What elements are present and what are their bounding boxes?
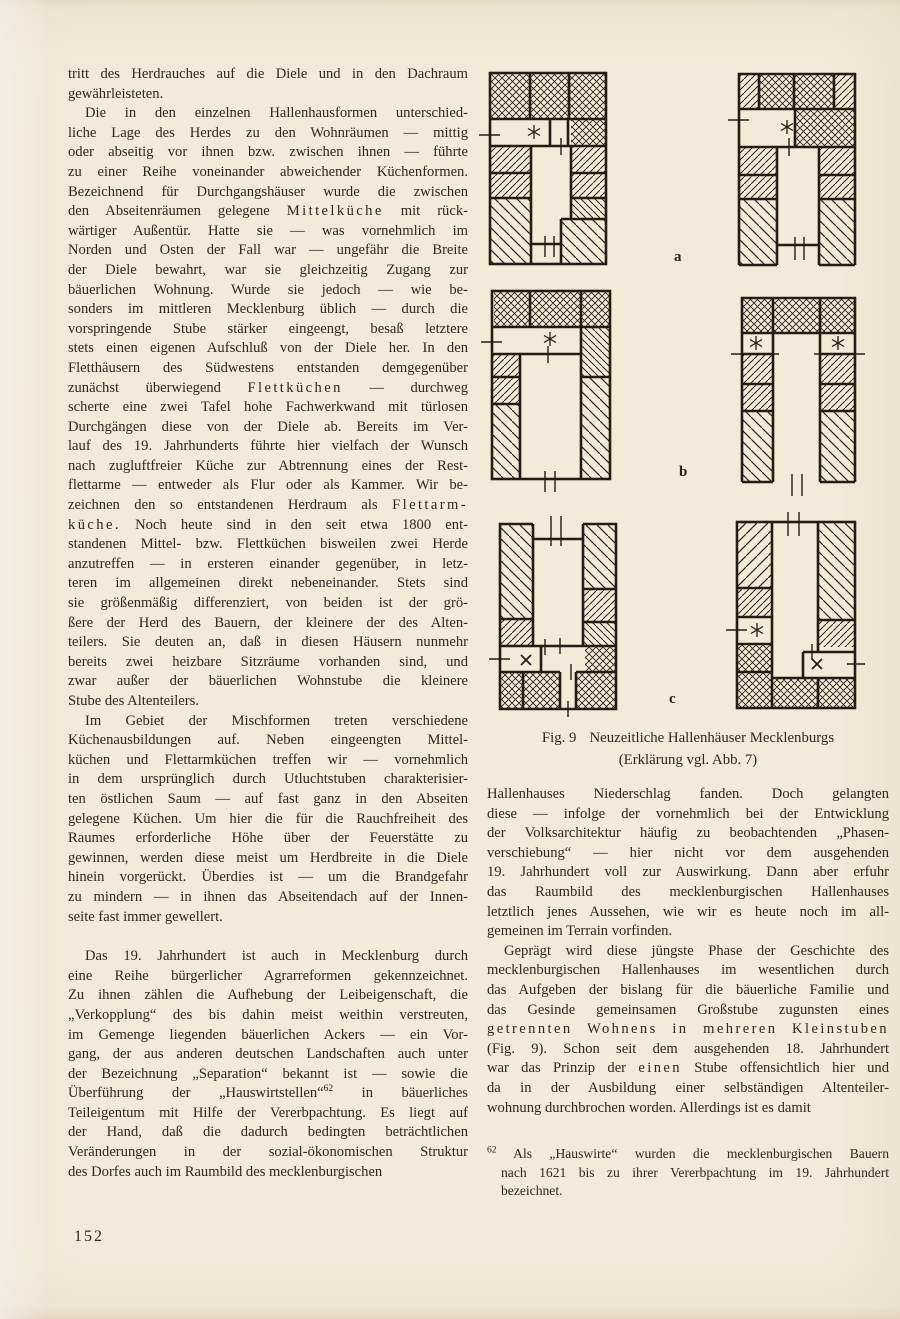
text-line: das Raumbild des mecklenburgischen Hallenhauses [487, 883, 889, 900]
paragraph [68, 104, 468, 711]
text-line: teren im allgemeinen direkt nebeneinander. Stets sind [68, 575, 468, 592]
text-line: Stube des Altenteilers. [68, 693, 199, 709]
text-line: in dem ursprünglich durch Utluchtstuben charakterisier- [68, 771, 468, 788]
text-line: (Fig. 9). Schon seit dem ausgehenden 18. Jahrhundert [487, 1040, 889, 1057]
text-line: standenen Mittel- bzw. Flettküchen bisweilen zwei Herde [68, 536, 468, 553]
figure-row-label-c: c [669, 691, 676, 707]
text-line: Das 19. Jahrhundert ist auch in Mecklenburg durch [85, 948, 468, 965]
text-line: zu einer Reihe voneinander abweichender Küchenformen. [68, 163, 468, 180]
text-line: gelegene Küchen. Um hier die für die Rauchfreiheit des [68, 810, 468, 827]
text-line: Überführung der „Hauswirtstellen“$^{62}$ in bäuerliches [68, 1084, 468, 1102]
text-line: Raumes erforderliche Höhe über der Feuerstätte zu [68, 830, 468, 847]
text-line: lauf des 19. Jahrhunderts führte hier vielfach der Wunsch [68, 438, 468, 455]
text-line: eine Reihe bürgerlicher Agrarreformen gekennzeichnet. [68, 967, 468, 984]
text-line: gemeinen im Terrain vorfinden. [487, 923, 673, 940]
floorplan-b-left [490, 289, 612, 494]
text-line: den Abseitenräumen gelegene Mittelküche mit rück- [68, 203, 468, 220]
text-line: oder abseitig vor ihnen bzw. zwischen ihnen — führte [68, 144, 468, 161]
text-line: zunächst überwiegend Flettküchen — durchweg [68, 379, 468, 396]
figure-row-label-b: b [679, 464, 688, 480]
text-line: Norden und Osten der Fall war — ungefähr die Breite [68, 242, 468, 259]
paragraph [487, 785, 889, 942]
text-line: sonders im mittleren Mecklenburg üblich — durch die [68, 301, 468, 318]
text-line: zeichnen den so entstandenen Herdraum als Flettarm- [68, 497, 468, 514]
text-line: bäuerlichen Wohnung. Wurde sie jedoch — wie be- [68, 281, 468, 298]
text-line: hinein vorgerückt. Überdies ist — um die Brandgefahr [68, 869, 468, 886]
text-line: seite fast immer gewellert. [68, 908, 223, 925]
text-line: das Aufgeben der bislang für die bäuerliche Familie und [487, 981, 889, 998]
text-line: wärtiger Außentür. Hatte sie — was vornehmlich im [68, 222, 468, 239]
floorplan-a-right [737, 72, 857, 271]
text-line: scherte eine zwei Tafel hohe Fachwerkwand mit türlosen [68, 399, 468, 416]
text-line: Fletthäusern des Südwestens entstanden demgegenüber [68, 359, 468, 376]
figure-row-label-a: a [674, 249, 682, 265]
text-line: gewinnen, werden diese meist um Herdbreite in die Diele [68, 849, 468, 866]
text-line: ßere der Herd des Bauern, der kleinere der des Alten- [68, 614, 468, 631]
paragraph [68, 712, 468, 928]
text-line: liche Lage des Herdes zu den Wohnräumen — mittig [68, 124, 468, 141]
text-line: $^{62}$ Als „Hauswirte“ wurden die mecklenburgischen Bauern [487, 1145, 889, 1162]
text-line: Hallenhauses Niederschlag fanden. Doch gelangten [487, 786, 889, 802]
text-line: tritt des Herdrauches auf die Diele und in den Dachraum [68, 66, 468, 82]
text-line: sie größenmäßig differenziert, von beiden ist der grö- [68, 595, 468, 612]
text-line: verschiebung“ — hier nicht vor dem ausgehenden [487, 844, 889, 861]
text-line: bereits zwei heizbare Sitzräume vorhanden sind, und [68, 653, 468, 670]
text-line: Geprägt wird diese jüngste Phase der Geschichte des [504, 942, 889, 959]
text-line: des Dorfes auch im Raumbild des mecklenburgischen [68, 1163, 383, 1180]
text-line: Veränderungen in der sozial-ökonomischen Struktur [68, 1144, 468, 1161]
paragraph [487, 1145, 889, 1201]
text-line: getrennten Wohnens in mehreren Kleinstuben [487, 1021, 889, 1038]
text-line: zu mindern — in ihnen das Abseitendach auf der Innen- [68, 888, 468, 905]
text-line: diese — infolge der vornehmlich bei der Entwicklung [487, 805, 889, 822]
text-line: nach zugluftfreier Küche zur Abtrennung eines der Rest- [68, 457, 468, 474]
floorplan-b-right [740, 296, 857, 501]
text-line: der Bezeichnung „Separation“ bekannt ist — sowie die [68, 1065, 468, 1082]
right-column [487, 65, 889, 1201]
text-line: stets einen eigenen Aufschluß von der Diele her. In den [68, 340, 468, 357]
floorplan-a-left [488, 71, 608, 270]
text-line: zwar außer der bäuerlichen Wohnstube die kleinere [68, 673, 468, 690]
text-line: da in der Ausbildung einer selbständigen Altenteiler- [487, 1079, 889, 1096]
text-line: wohnung durchbrochen worden. Allerdings ist es damit [487, 1099, 811, 1116]
paragraph [68, 65, 468, 104]
text-line: gewährleisteten. [68, 85, 164, 102]
text-line: 19. Jahrhundert voll zur Auswirkung. Dann aber erfuhr [487, 864, 889, 881]
text-line: teilers. Sie deuten an, daß in diesen Häusern nunmehr [68, 634, 468, 651]
text-line: mecklenburgischen Hallenhauses im wesentlichen durch [487, 962, 889, 979]
figure-9 [487, 65, 889, 785]
text-line: Die in den einzelnen Hallenhausformen unterschied- [85, 105, 468, 122]
text-line: im Gemenge liegenden bäuerlichen Ackers — ein Vor- [68, 1026, 468, 1043]
text-line: nach 1621 bis zu ihrer Vererbpachtung im 19. Jahrhundert [501, 1164, 889, 1180]
floorplan-c-left [498, 514, 618, 719]
text-line: Küchenausbildungen auf. Neben eingeengten Mittel- [68, 732, 468, 749]
text-line: küche. Noch heute sind in den seit etwa 1800 ent- [68, 516, 468, 533]
text-line: Zu ihnen zählen die Aufhebung der Leibeigenschaft, die [68, 987, 468, 1004]
text-line: Im Gebiet der Mischformen treten verschiedene [85, 712, 468, 729]
text-line: war das Prinzip der einen Stube offensichtlich hier und [487, 1060, 889, 1077]
text-line: „Verkopplung“ des bis dahin meist weithin verstreuten, [68, 1006, 468, 1023]
text-line: der Volksarchitektur häufig zu beobachtenden „Phasen- [487, 825, 889, 842]
text-line: Teileigentum mit Hilfe der Vererbpachtung. Es liegt auf [68, 1104, 468, 1121]
text-line: der Diele bewahrt, war sie gleichzeitig Zugang zur [68, 261, 468, 278]
text-line: Bezeichnend für Durchgangshäuser wurde die zwischen [68, 183, 468, 200]
text-line: das Gesinde gemeinsamen Großstube zugunsten eines [487, 1001, 889, 1018]
figure-number: Fig. 9 [541, 730, 577, 746]
left-column [68, 65, 468, 1182]
text-line: der Hand, daß die dadurch bedingten beträchtlichen [68, 1124, 468, 1141]
right-column-text [487, 785, 889, 1118]
footnote [487, 1145, 889, 1201]
floorplan-c-right [735, 512, 857, 717]
text-line: ten östlichen Saum — auf fast ganz in den Abseiten [68, 790, 468, 807]
text-line: flettarme — entweder als Flur oder als Kammer. Wir be- [68, 477, 468, 494]
text-line: vorspringende Stube stärker eingeengt, besaß letztere [68, 320, 468, 337]
text-line: anzutreffen — in ersteren einander gegenüber, in letz- [68, 555, 468, 572]
text-line: küchen und Flettarmküchen treffen wir — vornehmlich [68, 751, 468, 768]
page-number: 152 [74, 1228, 104, 1245]
text-line: letztlich jenes Aussehen, wie wir es heute noch im all- [487, 903, 889, 920]
text-line: gang, der aus anderen deutschen Landschaften auch unter [68, 1046, 468, 1063]
paragraph [68, 947, 468, 1182]
figure-title: Neuzeitliche Hallenhäuser Mecklenburgs [589, 730, 835, 746]
figure-caption-line1 [487, 729, 889, 749]
text-line: Durchgängen diese von der Diele ab. Bereits im Ver- [68, 418, 468, 435]
text-line: bezeichnet. [501, 1183, 563, 1199]
paragraph [487, 942, 889, 1118]
figure-caption-line2: (Erklärung vgl. Abb. 7) [618, 752, 758, 768]
